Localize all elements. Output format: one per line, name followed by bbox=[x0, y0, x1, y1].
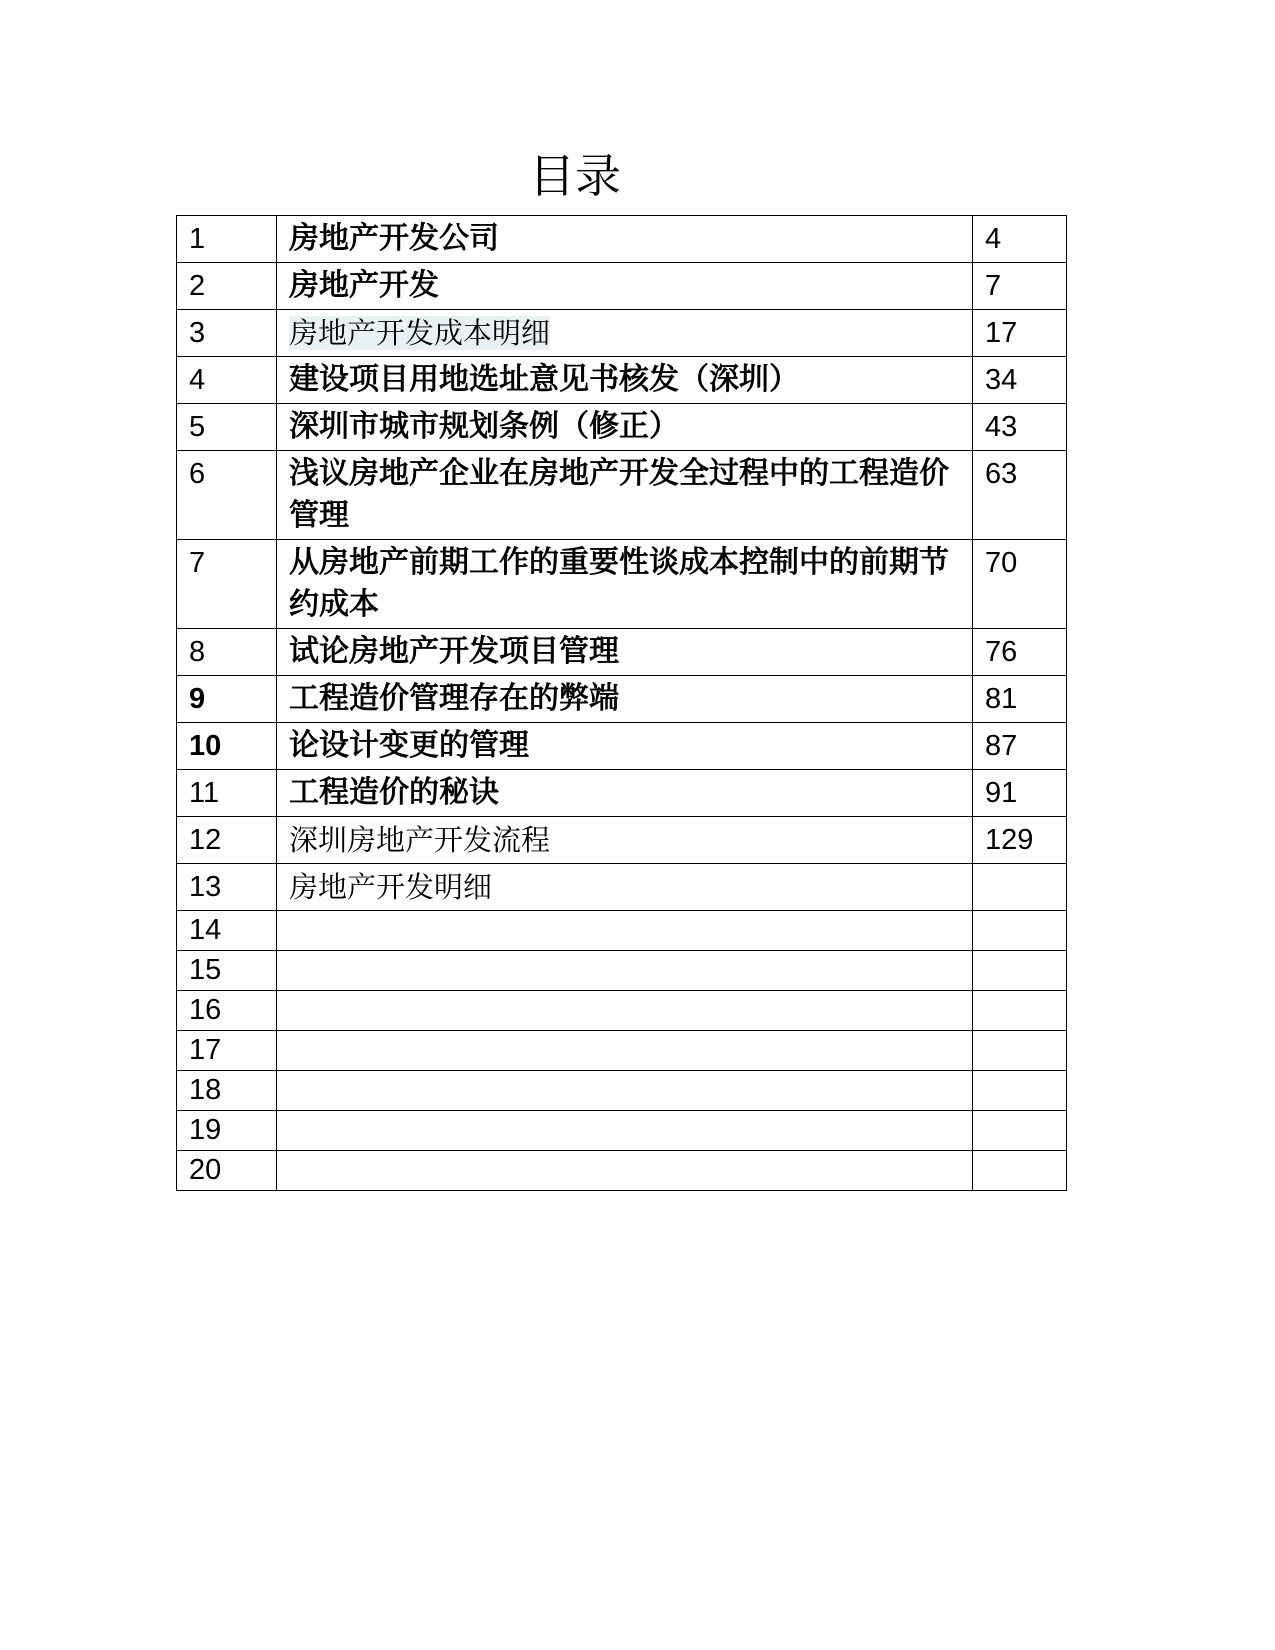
toc-page-number bbox=[973, 1151, 1067, 1191]
toc-page-number bbox=[973, 951, 1067, 991]
toc-row bbox=[177, 310, 1067, 357]
toc-entry-title[interactable] bbox=[277, 1151, 973, 1191]
toc-row bbox=[177, 1151, 1067, 1191]
toc-number: 20 bbox=[177, 1151, 277, 1191]
toc-body bbox=[177, 216, 1067, 1191]
toc-number: 9 bbox=[177, 676, 277, 723]
toc-entry-title[interactable] bbox=[277, 404, 973, 451]
toc-number: 18 bbox=[177, 1071, 277, 1111]
toc-entry-title-text: 从房地产前期工作的重要性谈成本控制中的前期节约成本 bbox=[289, 545, 949, 622]
toc-number: 15 bbox=[177, 951, 277, 991]
toc-entry-title-text: 试论房地产开发项目管理 bbox=[289, 634, 619, 669]
toc-page-number: 91 bbox=[973, 770, 1067, 817]
toc-page-number bbox=[973, 911, 1067, 951]
toc-entry-title-text: 建设项目用地选址意见书核发（深圳） bbox=[289, 362, 799, 397]
toc-number: 12 bbox=[177, 817, 277, 864]
toc-row bbox=[177, 1031, 1067, 1071]
toc-entry-title-text: 深圳房地产开发流程 bbox=[289, 823, 551, 857]
toc-entry-title[interactable] bbox=[277, 629, 973, 676]
toc-number: 17 bbox=[177, 1031, 277, 1071]
toc-number: 16 bbox=[177, 991, 277, 1031]
toc-row bbox=[177, 404, 1067, 451]
toc-row bbox=[177, 991, 1067, 1031]
toc-page-number: 4 bbox=[973, 216, 1067, 263]
toc-entry-title[interactable] bbox=[277, 723, 973, 770]
toc-page-number bbox=[973, 1111, 1067, 1151]
toc-page-number bbox=[973, 864, 1067, 911]
toc-row bbox=[177, 216, 1067, 263]
toc-row bbox=[177, 451, 1067, 540]
toc-page-number: 70 bbox=[973, 540, 1067, 629]
toc-number: 1 bbox=[177, 216, 277, 263]
toc-entry-title[interactable] bbox=[277, 817, 973, 864]
toc-page-number: 81 bbox=[973, 676, 1067, 723]
toc-number: 19 bbox=[177, 1111, 277, 1151]
toc-entry-title[interactable] bbox=[277, 1071, 973, 1111]
toc-page-number bbox=[973, 991, 1067, 1031]
toc-row bbox=[177, 723, 1067, 770]
toc-number: 14 bbox=[177, 911, 277, 951]
toc-number: 11 bbox=[177, 770, 277, 817]
toc-row bbox=[177, 864, 1067, 911]
toc-page-number: 76 bbox=[973, 629, 1067, 676]
toc-entry-title[interactable] bbox=[277, 357, 973, 404]
toc-page-number: 63 bbox=[973, 451, 1067, 540]
toc-entry-title-text: 论设计变更的管理 bbox=[289, 728, 529, 763]
toc-page-number bbox=[973, 1031, 1067, 1071]
toc-number: 4 bbox=[177, 357, 277, 404]
toc-entry-title-text: 浅议房地产企业在房地产开发全过程中的工程造价管理 bbox=[289, 456, 949, 533]
toc-entry-title[interactable] bbox=[277, 864, 973, 911]
toc-number: 8 bbox=[177, 629, 277, 676]
toc-number: 10 bbox=[177, 723, 277, 770]
toc-entry-title[interactable] bbox=[277, 770, 973, 817]
toc-entry-title[interactable] bbox=[277, 951, 973, 991]
toc-row bbox=[177, 770, 1067, 817]
toc-row bbox=[177, 1111, 1067, 1151]
toc-entry-title-text: 房地产开发 bbox=[289, 268, 439, 303]
toc-entry-title-text: 工程造价管理存在的弊端 bbox=[289, 681, 619, 716]
toc-row bbox=[177, 676, 1067, 723]
toc-entry-title-text: 房地产开发明细 bbox=[289, 870, 493, 904]
toc-page-number: 34 bbox=[973, 357, 1067, 404]
toc-entry-title[interactable] bbox=[277, 1111, 973, 1151]
toc-row bbox=[177, 1071, 1067, 1111]
toc-entry-title-text: 房地产开发成本明细 bbox=[289, 316, 551, 350]
toc-entry-title[interactable] bbox=[277, 911, 973, 951]
toc-number: 5 bbox=[177, 404, 277, 451]
toc-entry-title[interactable] bbox=[277, 216, 973, 263]
toc-row bbox=[177, 817, 1067, 864]
toc-row bbox=[177, 357, 1067, 404]
toc-entry-title[interactable] bbox=[277, 676, 973, 723]
toc-entry-title-text: 工程造价的秘诀 bbox=[289, 775, 499, 810]
toc-entry-title[interactable] bbox=[277, 540, 973, 629]
toc-row bbox=[177, 263, 1067, 310]
toc-page-number bbox=[973, 1071, 1067, 1111]
toc-table bbox=[176, 215, 1067, 1191]
toc-entry-title[interactable] bbox=[277, 451, 973, 540]
toc-entry-title[interactable] bbox=[277, 1031, 973, 1071]
toc-number: 13 bbox=[177, 864, 277, 911]
toc-number: 6 bbox=[177, 451, 277, 540]
toc-number: 7 bbox=[177, 540, 277, 629]
toc-entry-title-text: 房地产开发公司 bbox=[289, 221, 499, 256]
toc-page-number: 87 bbox=[973, 723, 1067, 770]
toc-row bbox=[177, 951, 1067, 991]
toc-row bbox=[177, 540, 1067, 629]
toc-entry-title[interactable] bbox=[277, 263, 973, 310]
toc-page-number: 129 bbox=[973, 817, 1067, 864]
toc-entry-title[interactable] bbox=[277, 991, 973, 1031]
toc-row bbox=[177, 629, 1067, 676]
toc-entry-title[interactable] bbox=[277, 310, 973, 357]
toc-number: 3 bbox=[177, 310, 277, 357]
toc-page-number: 43 bbox=[973, 404, 1067, 451]
toc-number: 2 bbox=[177, 263, 277, 310]
toc-page-number: 17 bbox=[973, 310, 1067, 357]
toc-page-number: 7 bbox=[973, 263, 1067, 310]
toc-row bbox=[177, 911, 1067, 951]
toc-entry-title-text: 深圳市城市规划条例（修正） bbox=[289, 409, 679, 444]
page-title: 目录 bbox=[529, 149, 621, 203]
